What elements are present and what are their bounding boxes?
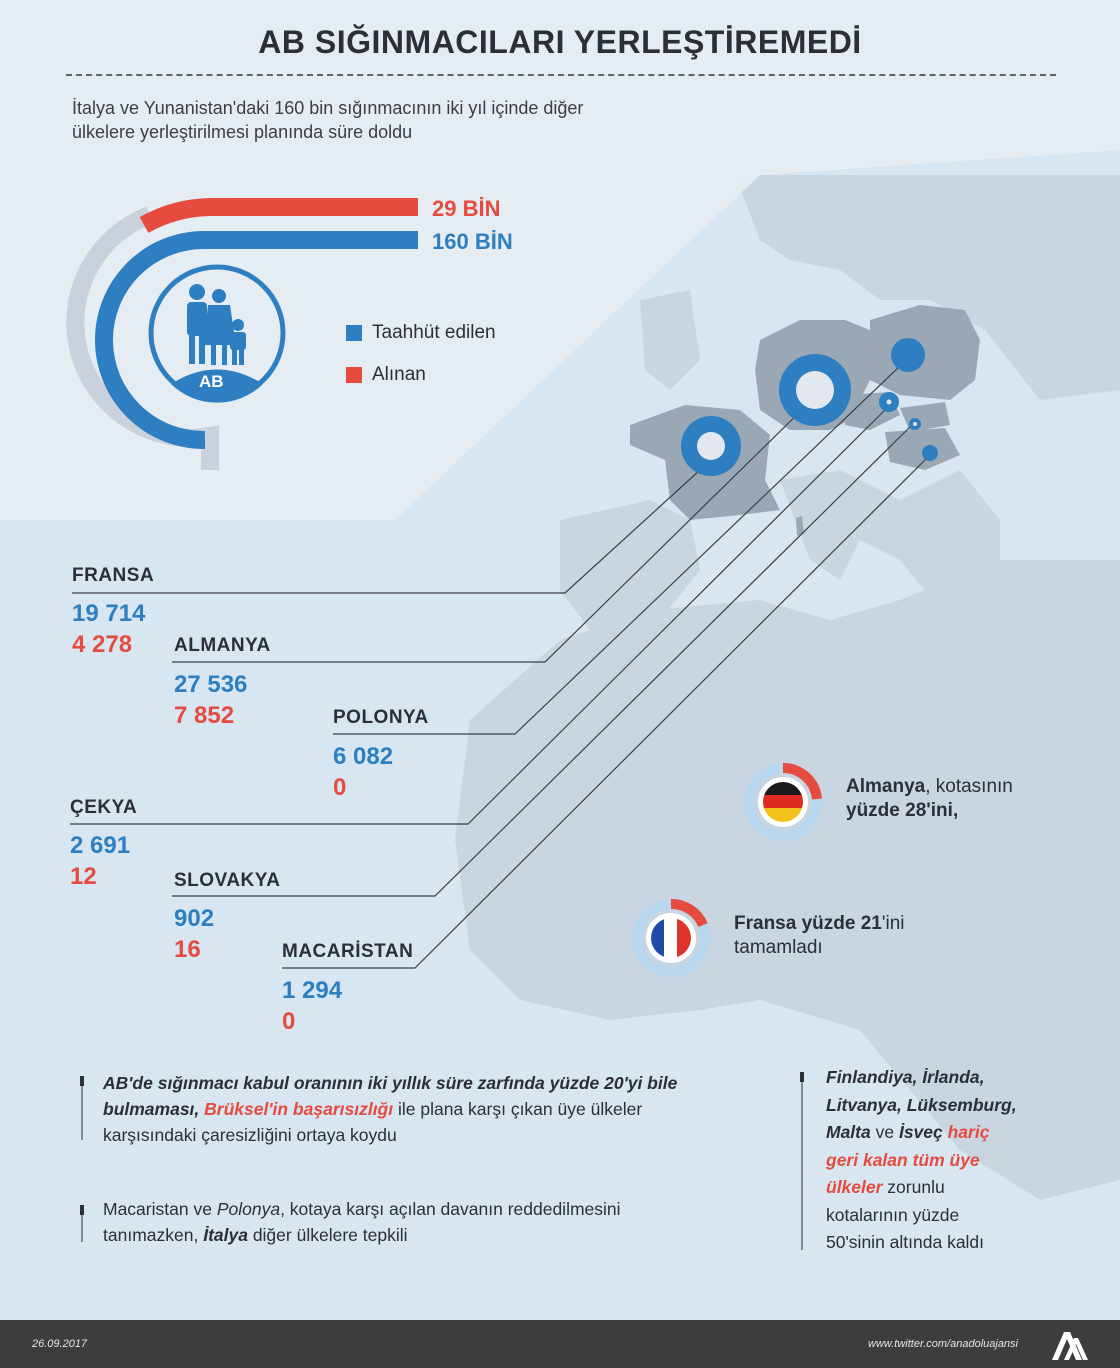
france-flag	[651, 918, 691, 958]
country-name-almanya: ALMANYA	[174, 635, 271, 656]
bubble-slovakya-inner	[913, 422, 917, 426]
bubble-macaristan	[922, 445, 938, 461]
note3-l2: Litvanya, Lüksemburg,	[826, 1094, 1017, 1115]
note-exceptions	[826, 1064, 1066, 1257]
received-total-label: 29 BİN	[432, 196, 501, 221]
note2-a: Macaristan	[103, 1199, 189, 1219]
note3-l3c: İsveç	[898, 1122, 943, 1142]
note2-f: İtalya	[203, 1225, 248, 1245]
note3-l3d: hariç	[942, 1122, 990, 1142]
note1-line2c: ile plana karşı çıkan üye ülkeler	[393, 1099, 643, 1119]
note1-marker	[80, 1076, 84, 1086]
committed-total-label: 160 BİN	[432, 229, 513, 254]
country-received-almanya: 7 852	[174, 702, 235, 729]
country-committed-macaristan: 1 294	[282, 977, 343, 1004]
country-received-cekya: 12	[70, 863, 97, 890]
footer-date: 26.09.2017	[32, 1338, 88, 1350]
country-name-slovakya: SLOVAKYA	[174, 870, 281, 891]
note2-e: tanımazken,	[103, 1225, 204, 1245]
note3-marker	[800, 1072, 804, 1082]
country-name-cekya: ÇEKYA	[70, 797, 138, 818]
note-hungary-poland	[103, 1196, 763, 1248]
country-name-macaristan: MACARİSTAN	[282, 941, 414, 962]
subtitle: İtalya ve Yunanistan'daki 160 bin sığınmacının iki yıl içinde diğer ülkelere yerleştirilmesi planında süre doldu	[72, 98, 584, 142]
note1-line2a: bulmaması,	[103, 1099, 205, 1119]
note3-l5a: ülkeler	[826, 1177, 883, 1197]
france-completion-text	[734, 912, 974, 960]
legend-swatch-received	[346, 367, 362, 383]
bubble-polonya	[891, 338, 925, 372]
note3-l6: kotalarının yüzde	[826, 1204, 960, 1225]
country-name-fransa: FRANSA	[72, 565, 155, 586]
bubble-almanya-inner	[796, 371, 834, 409]
france-completion-pct: Fransa yüzde 21	[734, 913, 882, 934]
note2-d: , kotaya karşı açılan davanın reddedilmesini	[280, 1199, 621, 1219]
note2-c: Polonya	[216, 1199, 281, 1219]
legend-label-committed: Taahhüt edilen	[372, 322, 496, 343]
germany-completion-name: Almanya	[846, 776, 926, 797]
germany-flag	[763, 782, 803, 822]
ab-emblem-label: AB	[199, 372, 224, 391]
note3-l3b: ve	[870, 1122, 899, 1142]
note3-l7: 50'sinin altında kaldı	[826, 1232, 985, 1252]
note-brussels-failure	[103, 1070, 763, 1148]
legend-label-received: Alınan	[372, 364, 426, 385]
bubble-fransa-inner	[697, 432, 725, 460]
country-received-macaristan: 0	[282, 1008, 296, 1035]
germany-completion-text	[846, 775, 1086, 823]
note3-l5b: zorunlu	[882, 1177, 945, 1197]
country-received-fransa: 4 278	[72, 631, 133, 658]
note2-g: diğer ülkelere tepkili	[247, 1225, 408, 1245]
page-title: AB SIĞINMACILARI YERLEŞTİREMEDİ	[258, 24, 862, 60]
germany-completion-rest1: , kotasının	[925, 776, 1013, 797]
country-committed-slovakya: 902	[174, 905, 215, 932]
anadolu-agency-logo-icon	[1050, 1328, 1090, 1362]
country-committed-almanya: 27 536	[174, 671, 248, 698]
note2-b: ve	[188, 1199, 217, 1219]
country-name-polonya: POLONYA	[333, 707, 429, 728]
country-committed-cekya: 2 691	[70, 832, 131, 859]
note2-marker	[80, 1205, 84, 1215]
note1-line1: AB'de sığınmacı kabul oranının iki yıllık süre zarfında yüzde 20'yi bile	[103, 1073, 678, 1093]
france-completion-line2: tamamladı	[734, 937, 823, 958]
legend-swatch-committed	[346, 325, 362, 341]
country-received-slovakya: 16	[174, 936, 201, 963]
note1-line3: karşısındaki çaresizliğini ortaya koydu	[103, 1125, 397, 1145]
note3-l1: Finlandiya, İrlanda,	[826, 1067, 985, 1087]
note3-l4: geri kalan tüm üye	[826, 1149, 980, 1170]
footer-twitter-link[interactable]: www.twitter.com/anadoluajansi	[868, 1338, 1018, 1350]
country-committed-polonya: 6 082	[333, 743, 394, 770]
bubble-cekya-inner	[887, 400, 892, 405]
france-completion-suffix: 'ini	[881, 913, 905, 934]
map-poland	[870, 305, 980, 400]
germany-completion-rest2: yüzde 28'ini,	[846, 800, 959, 821]
note3-l3a: Malta	[826, 1122, 871, 1142]
country-received-polonya: 0	[333, 774, 347, 801]
note1-highlight: Brüksel'in başarısızlığı	[204, 1099, 394, 1119]
country-committed-fransa: 19 714	[72, 600, 146, 627]
title-divider	[66, 74, 1056, 76]
